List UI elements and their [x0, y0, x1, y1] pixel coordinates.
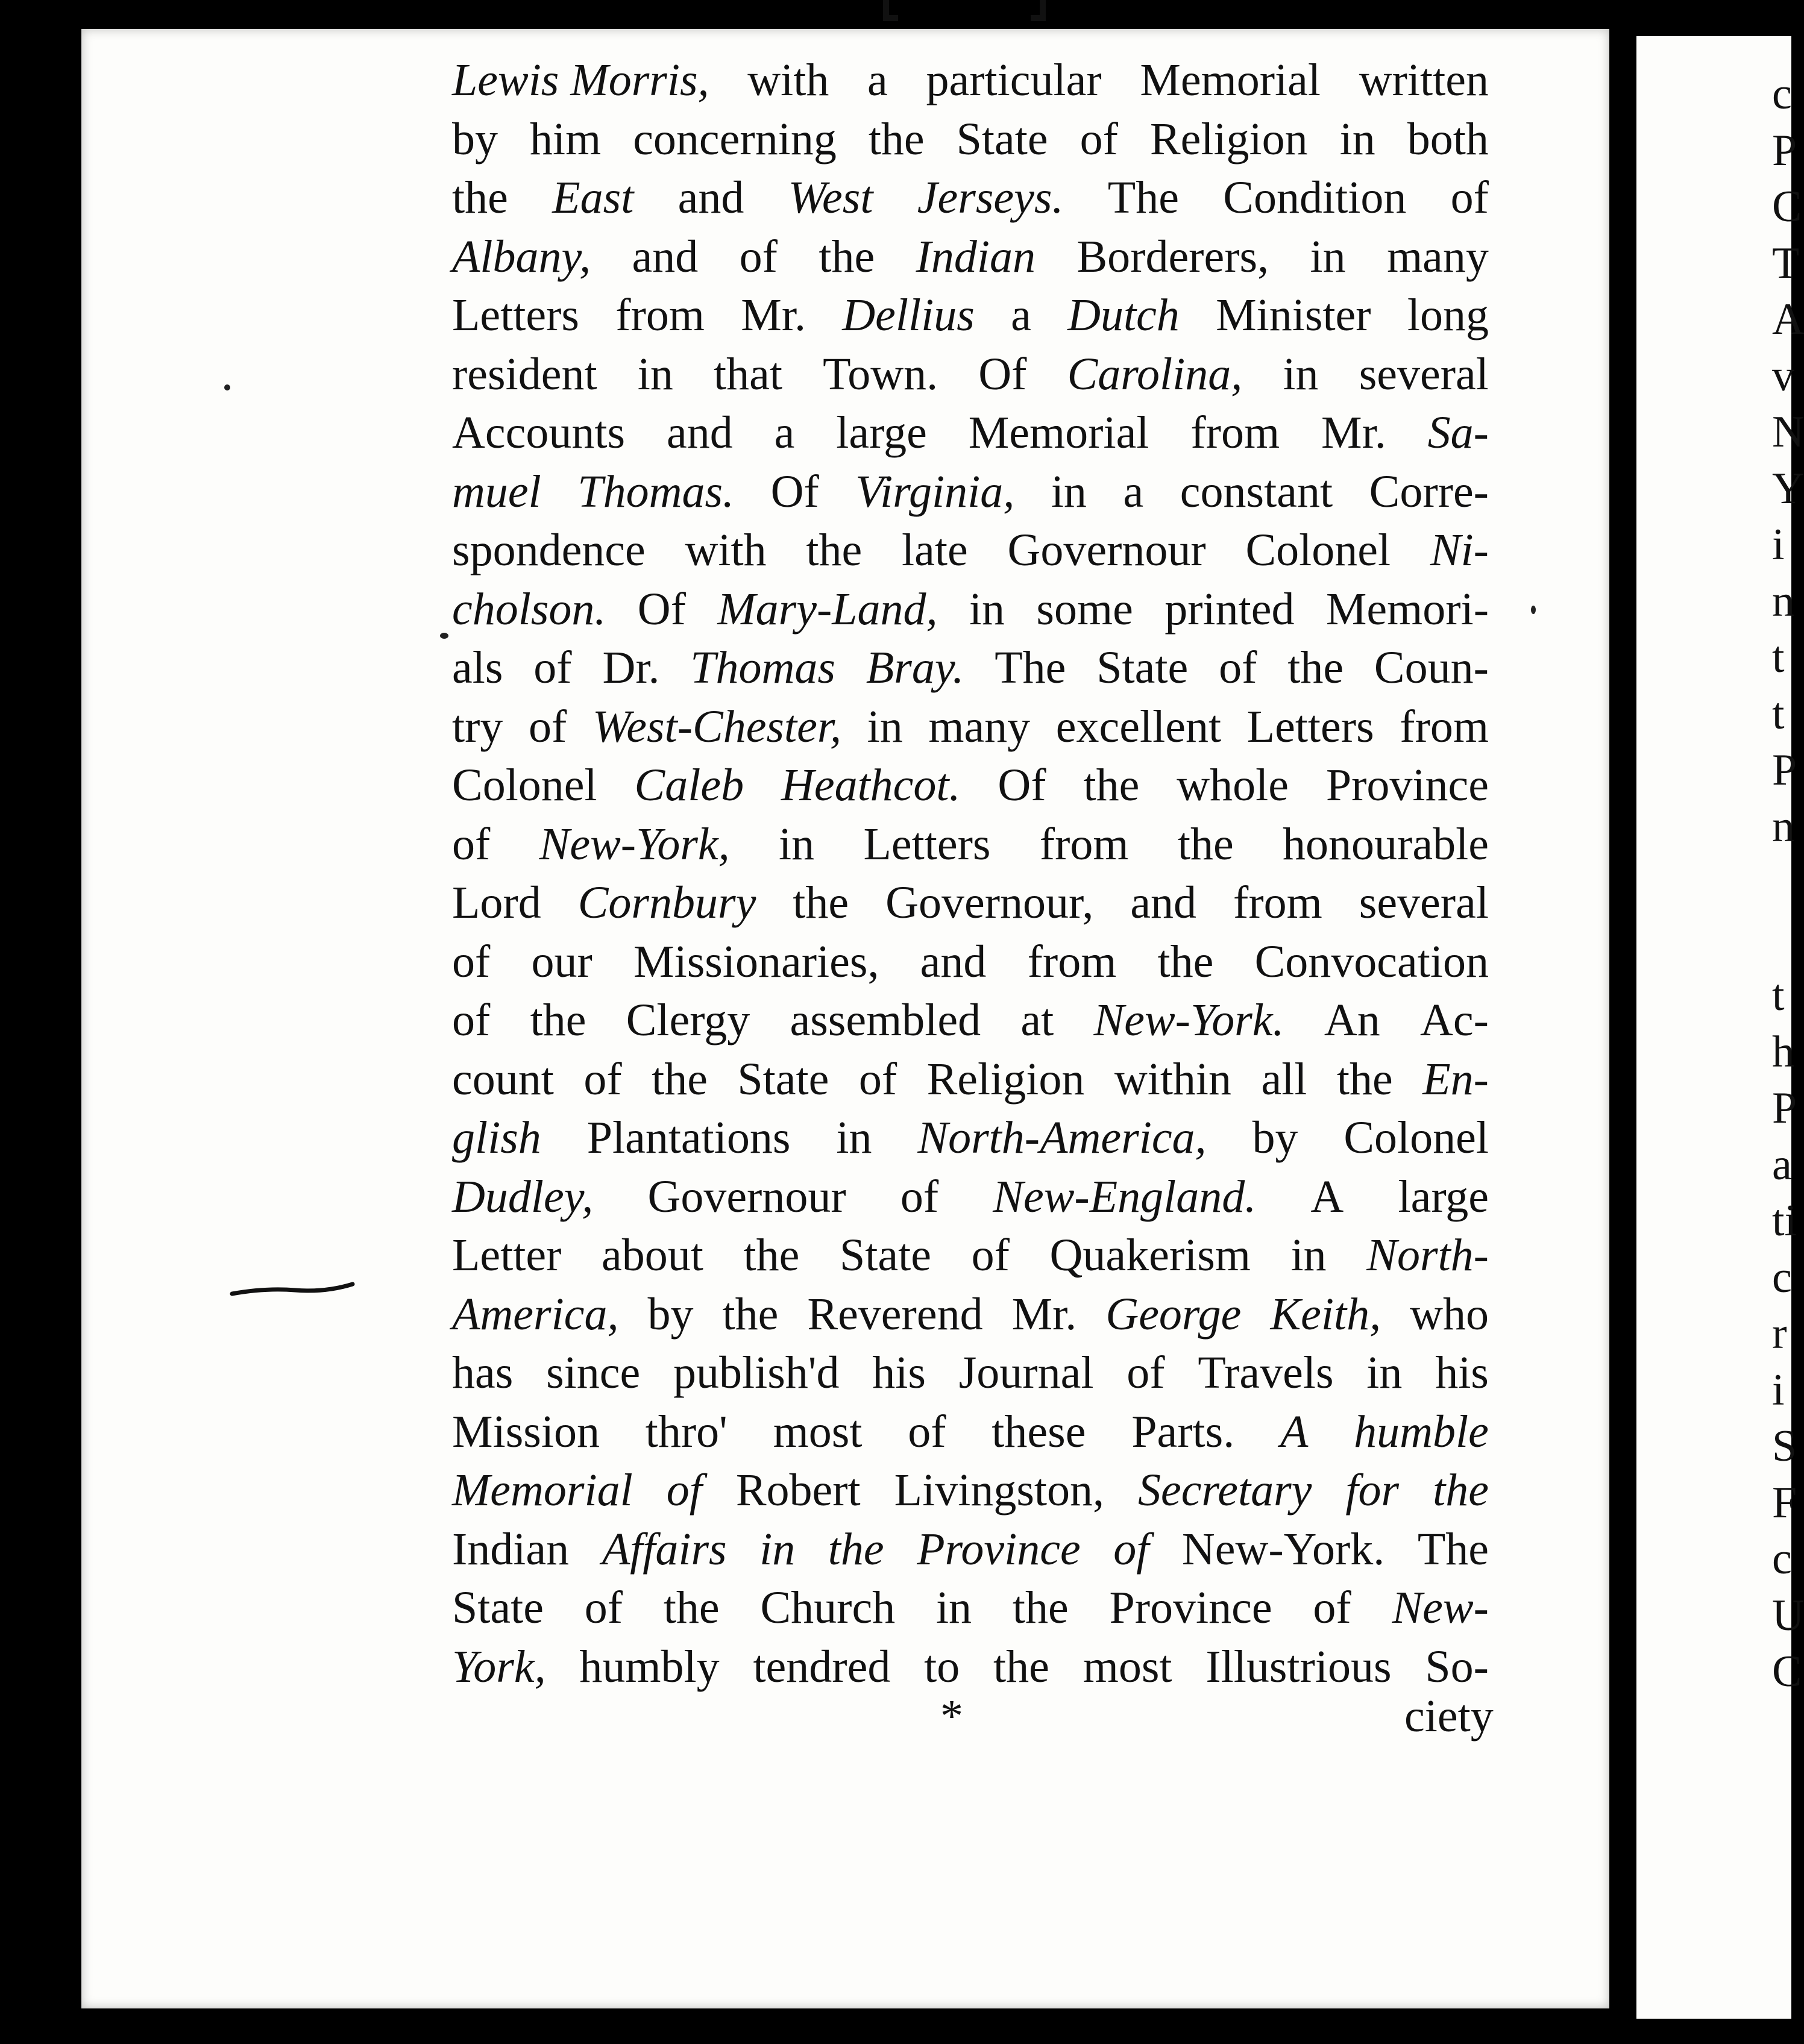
catchword: ciety — [1404, 1691, 1494, 1741]
word: Religion — [926, 1053, 1085, 1105]
word: Mr. — [1321, 407, 1386, 458]
word: a — [1011, 290, 1031, 340]
word: long — [1407, 290, 1489, 340]
word: North-America, — [917, 1112, 1207, 1163]
word: by — [647, 1288, 694, 1340]
word: the — [1083, 760, 1140, 810]
word: State — [737, 1053, 829, 1105]
word: Dudley, — [452, 1171, 594, 1222]
word: count — [452, 1053, 554, 1105]
facing-line-start: r — [1772, 1309, 1787, 1358]
text-line — [452, 639, 1489, 698]
word: tendred — [753, 1641, 891, 1692]
word: in — [1339, 113, 1375, 165]
word: the — [652, 1053, 708, 1105]
word: a — [1123, 466, 1144, 517]
facing-line-start: F — [1772, 1478, 1797, 1528]
word: Journal — [958, 1347, 1094, 1398]
word: in — [1310, 231, 1346, 282]
word: humbly — [579, 1641, 720, 1692]
word: New-England. — [993, 1171, 1257, 1222]
word: Memorial — [452, 1465, 633, 1516]
facing-line-start: h — [1772, 1027, 1794, 1077]
text-line — [452, 874, 1489, 933]
text-line — [452, 1226, 1489, 1285]
word: that — [714, 348, 782, 400]
word: Illustrious — [1205, 1641, 1392, 1692]
facing-line-start: S — [1772, 1422, 1797, 1471]
word: in — [779, 818, 815, 870]
word: Affairs — [602, 1523, 727, 1575]
word: the — [743, 1230, 800, 1281]
word: Of — [998, 760, 1046, 810]
word: in — [836, 1112, 872, 1163]
word: the — [1433, 1465, 1489, 1516]
word: East — [552, 172, 634, 223]
word: Borderers, — [1076, 231, 1269, 282]
facing-line-start: c — [1772, 1252, 1792, 1302]
word: in — [1283, 348, 1319, 400]
signature-mark: * — [940, 1691, 963, 1741]
word: the — [819, 231, 875, 282]
word: The — [1107, 172, 1179, 223]
word: State — [452, 1582, 544, 1633]
word: of — [1127, 1347, 1165, 1398]
word: Quakerism — [1049, 1230, 1251, 1281]
word: Mr. — [1011, 1288, 1077, 1340]
word: for — [1345, 1465, 1400, 1516]
word: by — [452, 113, 498, 165]
word: the — [993, 1641, 1049, 1692]
word: particular — [926, 55, 1102, 105]
word: to — [924, 1641, 960, 1692]
text-line — [452, 1285, 1489, 1344]
word: from — [1400, 701, 1489, 752]
word: Condition — [1223, 172, 1407, 223]
word: of — [900, 1171, 939, 1222]
word: in — [1051, 466, 1087, 517]
word: a — [774, 407, 795, 458]
word: Livingston, — [894, 1465, 1105, 1516]
word: the — [452, 172, 508, 223]
word: of — [1313, 1582, 1351, 1633]
word: whole — [1177, 760, 1289, 810]
word: with — [685, 525, 767, 575]
text-line — [452, 1403, 1489, 1462]
word: cholson. — [452, 583, 606, 635]
word: The — [1417, 1523, 1489, 1575]
word: in — [969, 583, 1005, 635]
facing-line-start: N — [1772, 407, 1804, 457]
word: Virginia, — [855, 466, 1015, 517]
word: his — [1435, 1347, 1489, 1398]
word: and — [920, 936, 987, 987]
word: Indian — [452, 1523, 570, 1575]
word: written — [1359, 55, 1489, 105]
facing-line-start: P — [1772, 1083, 1797, 1133]
word: of — [666, 1465, 702, 1516]
word: publish'd — [673, 1347, 840, 1398]
text-line — [452, 51, 1489, 110]
word: New-York. — [1181, 1523, 1385, 1575]
word: Dr. — [602, 642, 660, 693]
margin-pen-stroke — [229, 1281, 356, 1305]
word: several — [1359, 348, 1489, 400]
word: thro' — [645, 1406, 728, 1457]
facing-line-start: i — [1772, 520, 1785, 569]
word: Convocation — [1254, 936, 1489, 987]
word: glish — [452, 1112, 541, 1163]
word: of — [533, 642, 572, 693]
word: the — [663, 1582, 720, 1633]
word: his — [872, 1347, 926, 1398]
text-line — [452, 1109, 1489, 1168]
word: large — [836, 407, 927, 458]
word: Thomas. — [577, 466, 735, 517]
facing-line-start: n — [1772, 576, 1794, 626]
text-line — [452, 756, 1489, 815]
word: Clergy — [626, 995, 750, 1046]
word: and — [1130, 877, 1197, 928]
word: Governour — [647, 1171, 846, 1222]
text-line — [452, 1520, 1489, 1579]
word: Bray. — [866, 642, 964, 693]
word: by — [1252, 1112, 1298, 1163]
text-line — [452, 169, 1489, 228]
word: the — [1287, 642, 1344, 693]
facing-line-start: c — [1772, 69, 1792, 119]
word: Province — [1109, 1582, 1272, 1633]
text-line — [452, 1168, 1489, 1227]
word: Colonel — [1344, 1112, 1489, 1163]
word: honourable — [1283, 818, 1489, 870]
word: Plantations — [586, 1112, 791, 1163]
word: Memorial — [1140, 55, 1321, 105]
facing-line-start: i — [1772, 1365, 1785, 1415]
word: Carolina, — [1067, 348, 1243, 400]
word: and — [677, 172, 744, 223]
facing-line-start: c — [1772, 1534, 1792, 1584]
word: in — [637, 348, 673, 400]
word: Governour, — [885, 877, 1094, 928]
word: of — [1450, 172, 1489, 223]
word: Of — [770, 466, 819, 517]
margin-speck — [224, 384, 230, 390]
word: the — [806, 525, 863, 575]
word: Indian — [916, 231, 1036, 282]
facing-line-start: a — [1772, 1140, 1792, 1190]
word: Keith, — [1270, 1288, 1381, 1340]
word: from — [1190, 407, 1280, 458]
word: large — [1398, 1171, 1489, 1222]
text-line — [452, 580, 1489, 639]
word: York, — [452, 1641, 546, 1692]
facing-line-start: t — [1772, 633, 1785, 682]
word: Memorial — [968, 407, 1149, 458]
word: Of — [637, 583, 686, 635]
text-line — [452, 933, 1489, 992]
word: the — [1177, 818, 1234, 870]
facing-line-start: v — [1772, 351, 1794, 401]
word: of — [452, 995, 491, 1046]
word: Sa- — [1427, 407, 1489, 458]
word: Mission — [452, 1406, 600, 1457]
facing-line-start: A — [1772, 295, 1804, 344]
word: from — [1027, 936, 1117, 987]
page-number-fragment — [874, 0, 1055, 24]
word: from — [1039, 818, 1129, 870]
text-line — [452, 1461, 1489, 1520]
word: the — [793, 877, 849, 928]
word: many — [1387, 231, 1489, 282]
text-line — [452, 404, 1489, 463]
word: our — [531, 936, 592, 987]
word: has — [452, 1347, 514, 1398]
word: in — [759, 1523, 796, 1575]
word: Colonel — [452, 760, 597, 810]
word: America, — [452, 1288, 619, 1340]
word: concerning — [633, 113, 837, 165]
word: several — [1359, 877, 1489, 928]
text-line — [452, 1050, 1489, 1109]
word: George — [1105, 1288, 1242, 1340]
word: Letters — [452, 290, 580, 340]
text-line — [452, 110, 1489, 169]
facing-line-start: Y — [1772, 463, 1804, 513]
margin-speck — [440, 633, 448, 639]
word: most — [1083, 1641, 1172, 1692]
word: Colonel — [1245, 525, 1391, 575]
word: Lord — [452, 877, 541, 928]
word: Albany, — [452, 231, 591, 282]
page-text — [452, 51, 1489, 1696]
word: in — [1290, 1230, 1327, 1281]
text-line — [452, 1579, 1489, 1638]
text-line — [452, 345, 1489, 404]
word: Missionaries, — [633, 936, 879, 987]
word: of — [1219, 642, 1257, 693]
word: about — [602, 1230, 703, 1281]
word: The — [995, 642, 1066, 693]
facing-line-start — [1772, 855, 1796, 968]
word: Travels — [1198, 1347, 1334, 1398]
facing-line-start: ti — [1772, 1196, 1797, 1246]
word: West — [788, 172, 873, 223]
word: both — [1407, 113, 1489, 165]
text-line — [452, 698, 1489, 757]
word: Letters — [1246, 701, 1374, 752]
word: printed — [1164, 583, 1295, 635]
word: Ni- — [1430, 525, 1489, 575]
word: Parts. — [1131, 1406, 1235, 1457]
word: try — [452, 701, 503, 752]
word: the — [722, 1288, 779, 1340]
word: excellent — [1055, 701, 1222, 752]
word: the — [530, 995, 586, 1046]
word: Dellius — [842, 290, 975, 340]
word: the — [1012, 1582, 1069, 1633]
text-line — [452, 521, 1489, 580]
word: of — [1080, 113, 1118, 165]
text-line — [452, 815, 1489, 874]
word: State — [1096, 642, 1189, 693]
word: Cornbury — [577, 877, 756, 928]
text-line — [452, 463, 1489, 522]
word: Dutch — [1067, 290, 1180, 340]
word: of — [908, 1406, 946, 1457]
word: A — [1280, 1406, 1309, 1457]
word: of — [452, 936, 491, 987]
word: Mary-Land, — [717, 583, 938, 635]
word: North- — [1366, 1230, 1489, 1281]
word: the — [1336, 1053, 1393, 1105]
word: in — [867, 701, 903, 752]
word: assembled — [790, 995, 981, 1046]
word: within — [1114, 1053, 1232, 1105]
word: Coun- — [1374, 642, 1489, 693]
word: Letters — [863, 818, 991, 870]
word: Heathcot. — [781, 760, 961, 810]
word: of — [584, 1582, 623, 1633]
word: of — [583, 1053, 622, 1105]
page-gutter — [1609, 0, 1636, 2044]
facing-line-start: P — [1772, 745, 1797, 795]
facing-line-start: t — [1772, 971, 1785, 1020]
facing-page-text — [1772, 66, 1804, 1701]
word: Thomas — [690, 642, 836, 693]
word: State — [839, 1230, 931, 1281]
word: Lewis Morris, — [452, 55, 709, 105]
facing-line-start: T — [1772, 238, 1800, 288]
text-line — [452, 1638, 1489, 1697]
facing-line-start: t — [1772, 689, 1785, 739]
word: of — [858, 1053, 897, 1105]
word: Robert — [735, 1465, 861, 1516]
word: him — [529, 113, 602, 165]
word: Minister — [1216, 290, 1371, 340]
word: a — [867, 55, 888, 105]
word: Of — [978, 348, 1027, 400]
word: of — [452, 818, 491, 870]
word: Ac- — [1420, 995, 1489, 1046]
text-line — [452, 228, 1489, 287]
word: muel — [452, 466, 541, 517]
word: some — [1036, 583, 1133, 635]
word: humble — [1354, 1406, 1489, 1457]
word: spondence — [452, 525, 646, 575]
word: Corre- — [1369, 466, 1489, 517]
word: Church — [760, 1582, 896, 1633]
word: from — [615, 290, 705, 340]
word: West-Chester, — [592, 701, 842, 752]
word: since — [546, 1347, 641, 1398]
word: Mr. — [741, 290, 806, 340]
word: En- — [1422, 1053, 1489, 1105]
text-line — [452, 1344, 1489, 1403]
word: and — [632, 231, 699, 282]
word: late — [902, 525, 968, 575]
word: Governour — [1007, 525, 1206, 575]
word: Secretary — [1138, 1465, 1312, 1516]
word: Jerseys. — [917, 172, 1064, 223]
word: these — [992, 1406, 1086, 1457]
word: Caleb — [634, 760, 744, 810]
word: New-York, — [539, 818, 730, 870]
word: in — [1366, 1347, 1403, 1398]
word: of — [529, 701, 567, 752]
word: in — [935, 1582, 972, 1633]
facing-line-start: P — [1772, 125, 1797, 175]
word: Province — [1325, 760, 1489, 810]
word: An — [1324, 995, 1380, 1046]
word: als — [452, 642, 503, 693]
facing-line-start: n — [1772, 801, 1794, 851]
word: resident — [452, 348, 597, 400]
word: of — [971, 1230, 1010, 1281]
word: Memori- — [1325, 583, 1489, 635]
word: constant — [1180, 466, 1333, 517]
word: Province — [917, 1523, 1081, 1575]
word: the — [868, 113, 925, 165]
word: New- — [1392, 1582, 1489, 1633]
text-line — [452, 286, 1489, 345]
facing-line-start: C — [1772, 182, 1802, 231]
word: from — [1233, 877, 1322, 928]
word: New-York. — [1093, 995, 1284, 1046]
word: the — [828, 1523, 884, 1575]
word: the — [1157, 936, 1214, 987]
word: with — [747, 55, 829, 105]
word: Reverend — [807, 1288, 983, 1340]
word: and — [666, 407, 733, 458]
word: Religion — [1149, 113, 1308, 165]
word: most — [773, 1406, 863, 1457]
facing-page — [1636, 36, 1791, 2019]
word: at — [1020, 995, 1054, 1046]
word: A — [1310, 1171, 1344, 1222]
margin-speck — [1531, 606, 1536, 614]
word: Letter — [452, 1230, 562, 1281]
word: So- — [1425, 1641, 1489, 1692]
word: Town. — [823, 348, 938, 400]
text-line — [452, 991, 1489, 1050]
word: who — [1410, 1288, 1489, 1340]
word: many — [928, 701, 1031, 752]
word: State — [956, 113, 1048, 165]
word: Accounts — [452, 407, 626, 458]
word: all — [1261, 1053, 1307, 1105]
word: of — [739, 231, 778, 282]
facing-line-start: U — [1772, 1590, 1804, 1640]
word: of — [1113, 1523, 1149, 1575]
facing-line-start: C — [1772, 1647, 1802, 1696]
